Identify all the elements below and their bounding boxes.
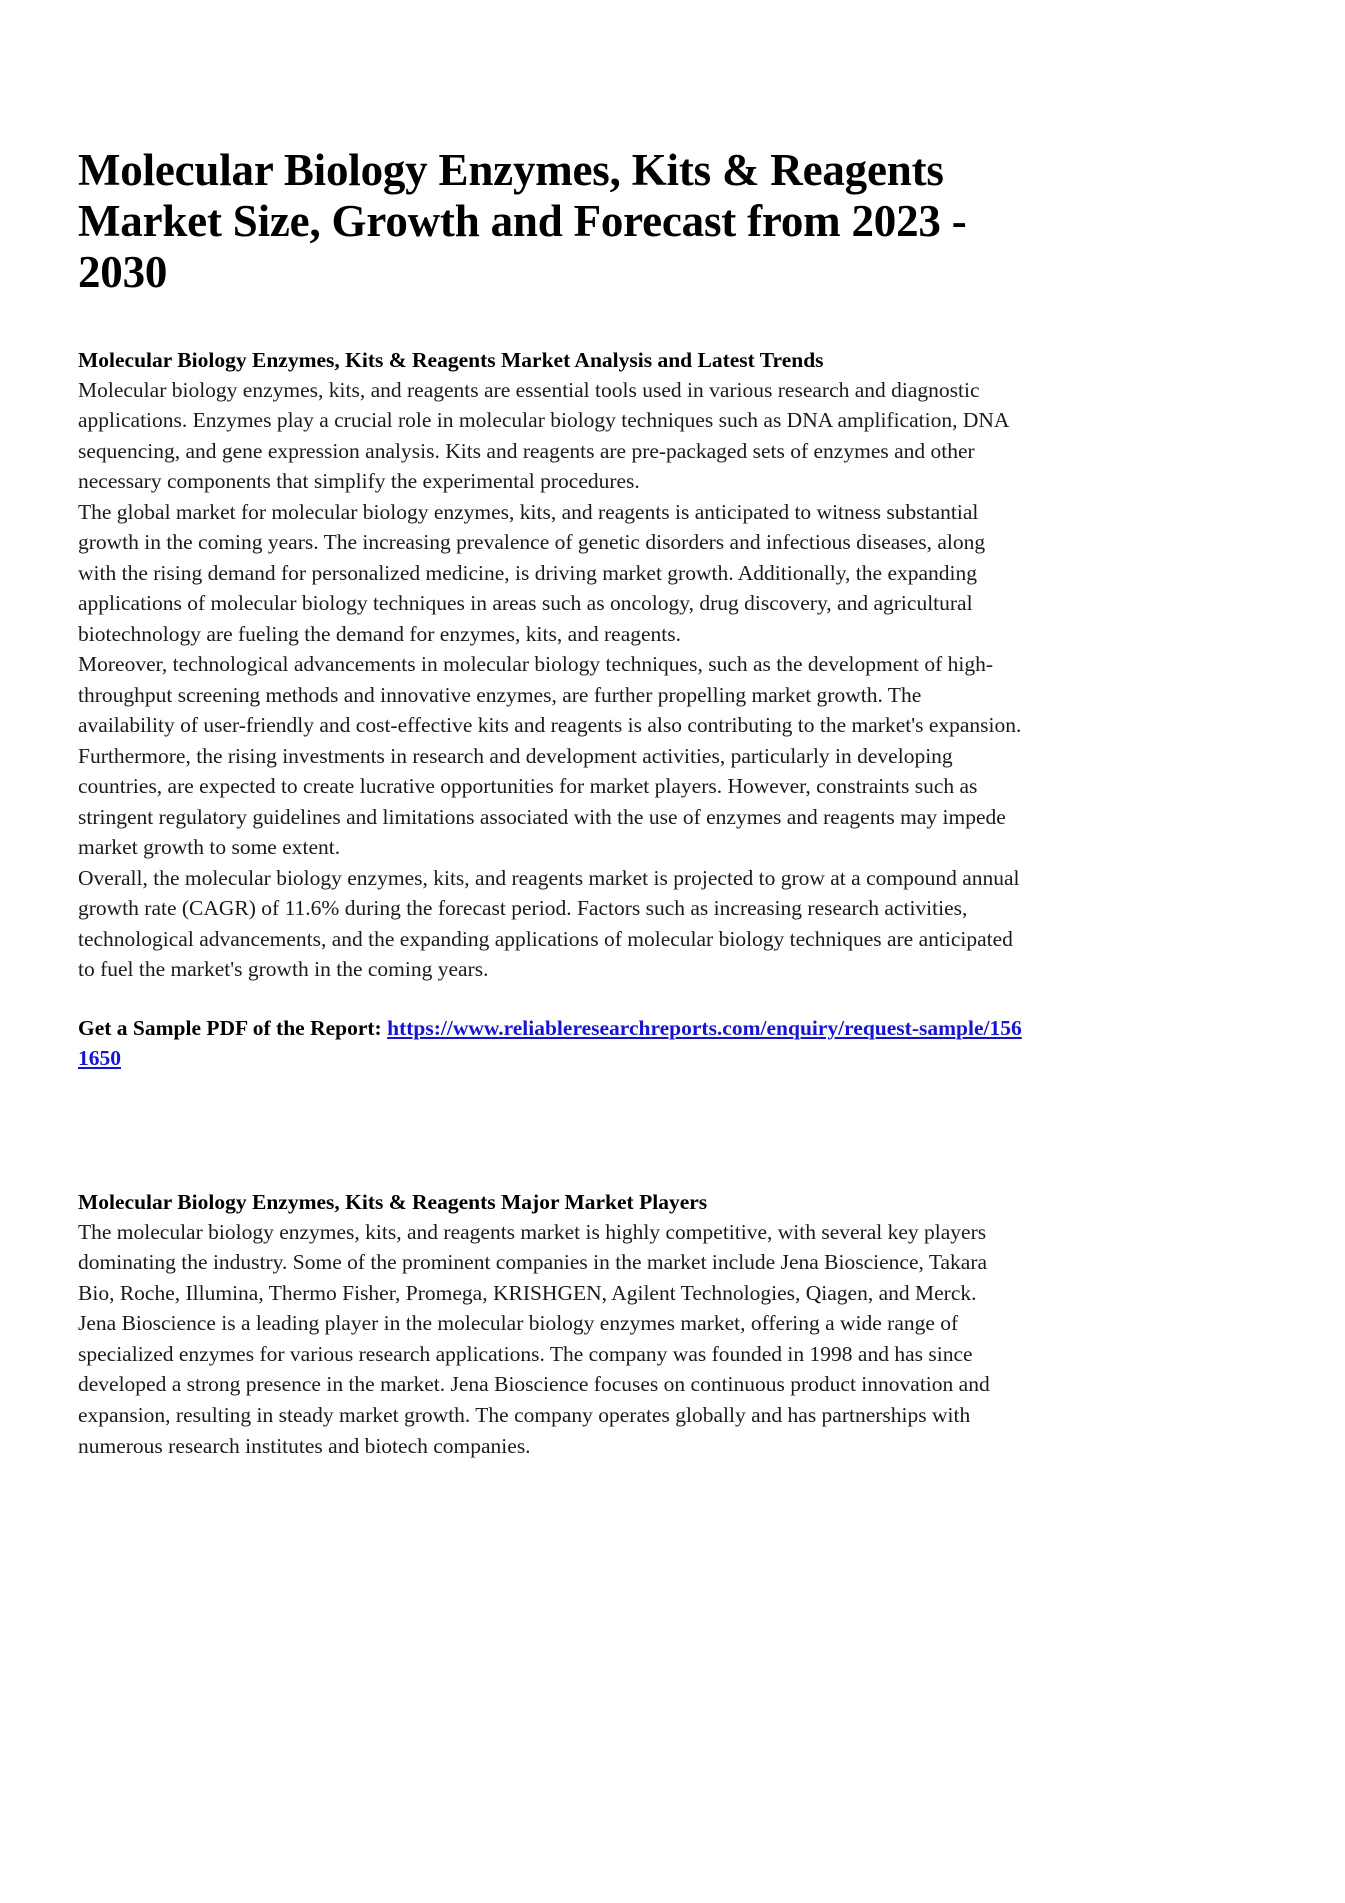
paragraph-intro: Molecular biology enzymes, kits, and reagents are essential tools used in various research and diagnostic applications. Enzymes play a crucial role in molecular biology techniques such as DNA amplification, DNA sequencing, and gene expression analysis. Kits and reagents are pre-packaged sets of enzymes and other necessary components that simplify the experimental procedures. [78,377,1009,494]
sample-pdf-label: Get a Sample PDF of the Report: [78,1015,382,1040]
section-spacer [78,1074,1023,1112]
paragraph-global-market: The global market for molecular biology enzymes, kits, and reagents is anticipated to witness substantial growth in the coming years. The increasing prevalence of genetic disorders and infectious diseases, along with the rising demand for personalized medicine, is driving market growth. Additionally, the expanding applications of molecular biology techniques in areas such as oncology, drug discovery, and agricultural biotechnology are fueling the demand for enzymes, kits, and reagents. [78,499,986,646]
section-heading-major-market-players: Molecular Biology Enzymes, Kits & Reagents Major Market Players [78,1189,708,1214]
page-title: Molecular Biology Enzymes, Kits & Reagents Market Size, Growth and Forecast from 2023 - 2030 [78,145,967,297]
paragraph-players-overview: The molecular biology enzymes, kits, and reagents market is highly competitive, with several key players dominating the industry. Some of the prominent companies in the market include Jena Bioscience, Takara Bio, Roche, Illumina, Thermo Fisher, Promega, KRISHGEN, Agilent Technologies, Qiagen, and Merck. [78,1219,988,1305]
paragraph-overall-cagr: Overall, the molecular biology enzymes, kits, and reagents market is projected to grow at a compound annual growth rate (CAGR) of 11.6% during the forecast period. Factors such as increasing research activities, technological advancements, and the expanding applications of molecular biology techniques are anticipated to fuel the market's growth in the coming years. [78,865,1020,982]
document-content-column [78,0,1023,1461]
paragraph-investments: Furthermore, the rising investments in research and development activities, particularly in developing countries, are expected to create lucrative opportunities for market players. However, constraints such as stringent regulatory guidelines and limitations associated with the use of enzymes and reagents may impede market growth to some extent. [78,743,1006,860]
section-heading-market-analysis: Molecular Biology Enzymes, Kits & Reagents Market Analysis and Latest Trends [78,347,824,372]
paragraph-technology: Moreover, technological advancements in molecular biology techniques, such as the development of high-throughput screening methods and innovative enzymes, are further propelling market growth. The availability of user-friendly and cost-effective kits and reagents is also contributing to the market's expansion. [78,652,1022,738]
paragraph-jena-bioscience: Jena Bioscience is a leading player in the molecular biology enzymes market, offering a wide range of specialized enzymes for various research applications. The company was founded in 1998 and has since developed a strong presence in the market. Jena Bioscience focuses on continuous product innovation and expansion, resulting in steady market growth. The company operates globally and has partnerships with numerous research institutes and biotech companies. [78,1311,990,1458]
sample-pdf-cta [78,1013,1023,1074]
sample-pdf-link[interactable]: https://www.reliableresearchreports.com/enquiry/request-sample/1561650 [78,1015,1022,1071]
